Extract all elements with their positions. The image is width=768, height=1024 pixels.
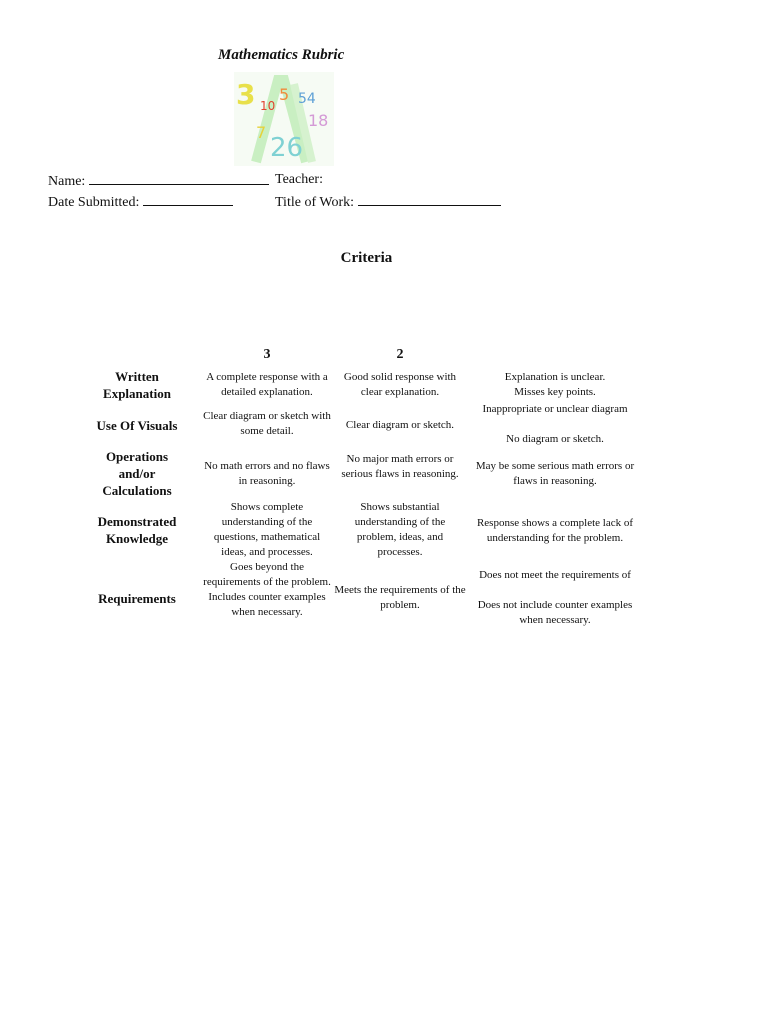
cell-use-of-visuals-score-2: Clear diagram or sketch. bbox=[345, 419, 455, 431]
logo-number-7: 7 bbox=[256, 123, 267, 142]
cell-requirements-score-3: Goes beyond the requirements of the problem. Includes counter examples when necessary. bbox=[203, 561, 331, 618]
cell-text: Inappropriate or unclear diagram bbox=[482, 403, 628, 415]
cell-text: No diagram or sketch. bbox=[506, 433, 604, 445]
logo-number-18: 18 bbox=[308, 111, 329, 130]
cell-operations-score-3: No math errors and no flaws in reasoning. bbox=[204, 460, 330, 487]
column-header-score-3: 3 bbox=[263, 347, 271, 362]
logo-number-26: 26 bbox=[270, 133, 304, 163]
cell-operations-score-1 bbox=[466, 459, 644, 489]
name-label: Name: bbox=[48, 174, 86, 189]
cell-requirements-score-1 bbox=[466, 568, 644, 628]
rubric-title: Mathematics Rubric bbox=[218, 47, 345, 63]
row-label-operations-calculations: Operations and/or Calculations bbox=[102, 449, 172, 498]
title-of-work-label: Title of Work: bbox=[275, 195, 354, 210]
cell-text: Misses key points. bbox=[514, 386, 596, 398]
row-label-demonstrated-knowledge: Demonstrated Knowledge bbox=[97, 514, 177, 546]
logo-number-54: 54 bbox=[298, 91, 316, 107]
date-submitted-field[interactable] bbox=[48, 193, 233, 211]
row-label-requirements: Requirements bbox=[98, 591, 176, 606]
column-header-score-2: 2 bbox=[396, 347, 404, 362]
cell-requirements-score-2: Meets the requirements of the problem. bbox=[334, 584, 466, 611]
cell-text: May be some serious math errors or flaws in reasoning. bbox=[475, 460, 635, 487]
logo-number-3: 3 bbox=[236, 78, 256, 111]
date-submitted-label: Date Submitted: bbox=[48, 195, 140, 210]
date-blank-line[interactable] bbox=[143, 193, 233, 206]
cell-written-explanation-score-3: A complete response with a detailed explanation. bbox=[206, 371, 328, 398]
cell-text: Does not include counter examples when necessary. bbox=[477, 599, 633, 626]
teacher-field[interactable] bbox=[275, 172, 323, 188]
numbers-logo-image bbox=[234, 72, 334, 166]
cell-written-explanation-score-2: Good solid response with clear explanation. bbox=[343, 371, 457, 398]
teacher-label: Teacher: bbox=[275, 172, 323, 187]
cell-use-of-visuals-score-3: Clear diagram or sketch with some detail. bbox=[203, 410, 331, 437]
cell-written-explanation-score-1 bbox=[466, 370, 644, 400]
title-of-work-field[interactable] bbox=[275, 193, 501, 211]
name-blank-line[interactable] bbox=[89, 172, 269, 185]
cell-knowledge-score-1 bbox=[466, 516, 644, 546]
cell-text: Explanation is unclear. bbox=[504, 371, 606, 383]
cell-operations-score-2: No major math errors or serious flaws in reasoning. bbox=[341, 453, 459, 480]
logo-number-10: 10 bbox=[260, 99, 276, 113]
cell-use-of-visuals-score-1 bbox=[466, 402, 644, 447]
cell-knowledge-score-3: Shows complete understanding of the questions, mathematical ideas, and processes. bbox=[213, 501, 321, 558]
logo-number-5: 5 bbox=[279, 85, 290, 104]
name-field[interactable] bbox=[48, 172, 269, 190]
cell-text: Does not meet the requirements of bbox=[479, 569, 631, 581]
cell-knowledge-score-2: Shows substantial understanding of the problem, ideas, and processes. bbox=[354, 501, 446, 558]
row-label-written-explanation: Written Explanation bbox=[103, 369, 171, 401]
criteria-heading: Criteria bbox=[340, 250, 393, 266]
title-blank-line[interactable] bbox=[358, 193, 501, 206]
row-label-use-of-visuals: Use Of Visuals bbox=[96, 418, 178, 433]
cell-text: Response shows a complete lack of understanding for the problem. bbox=[476, 517, 634, 544]
